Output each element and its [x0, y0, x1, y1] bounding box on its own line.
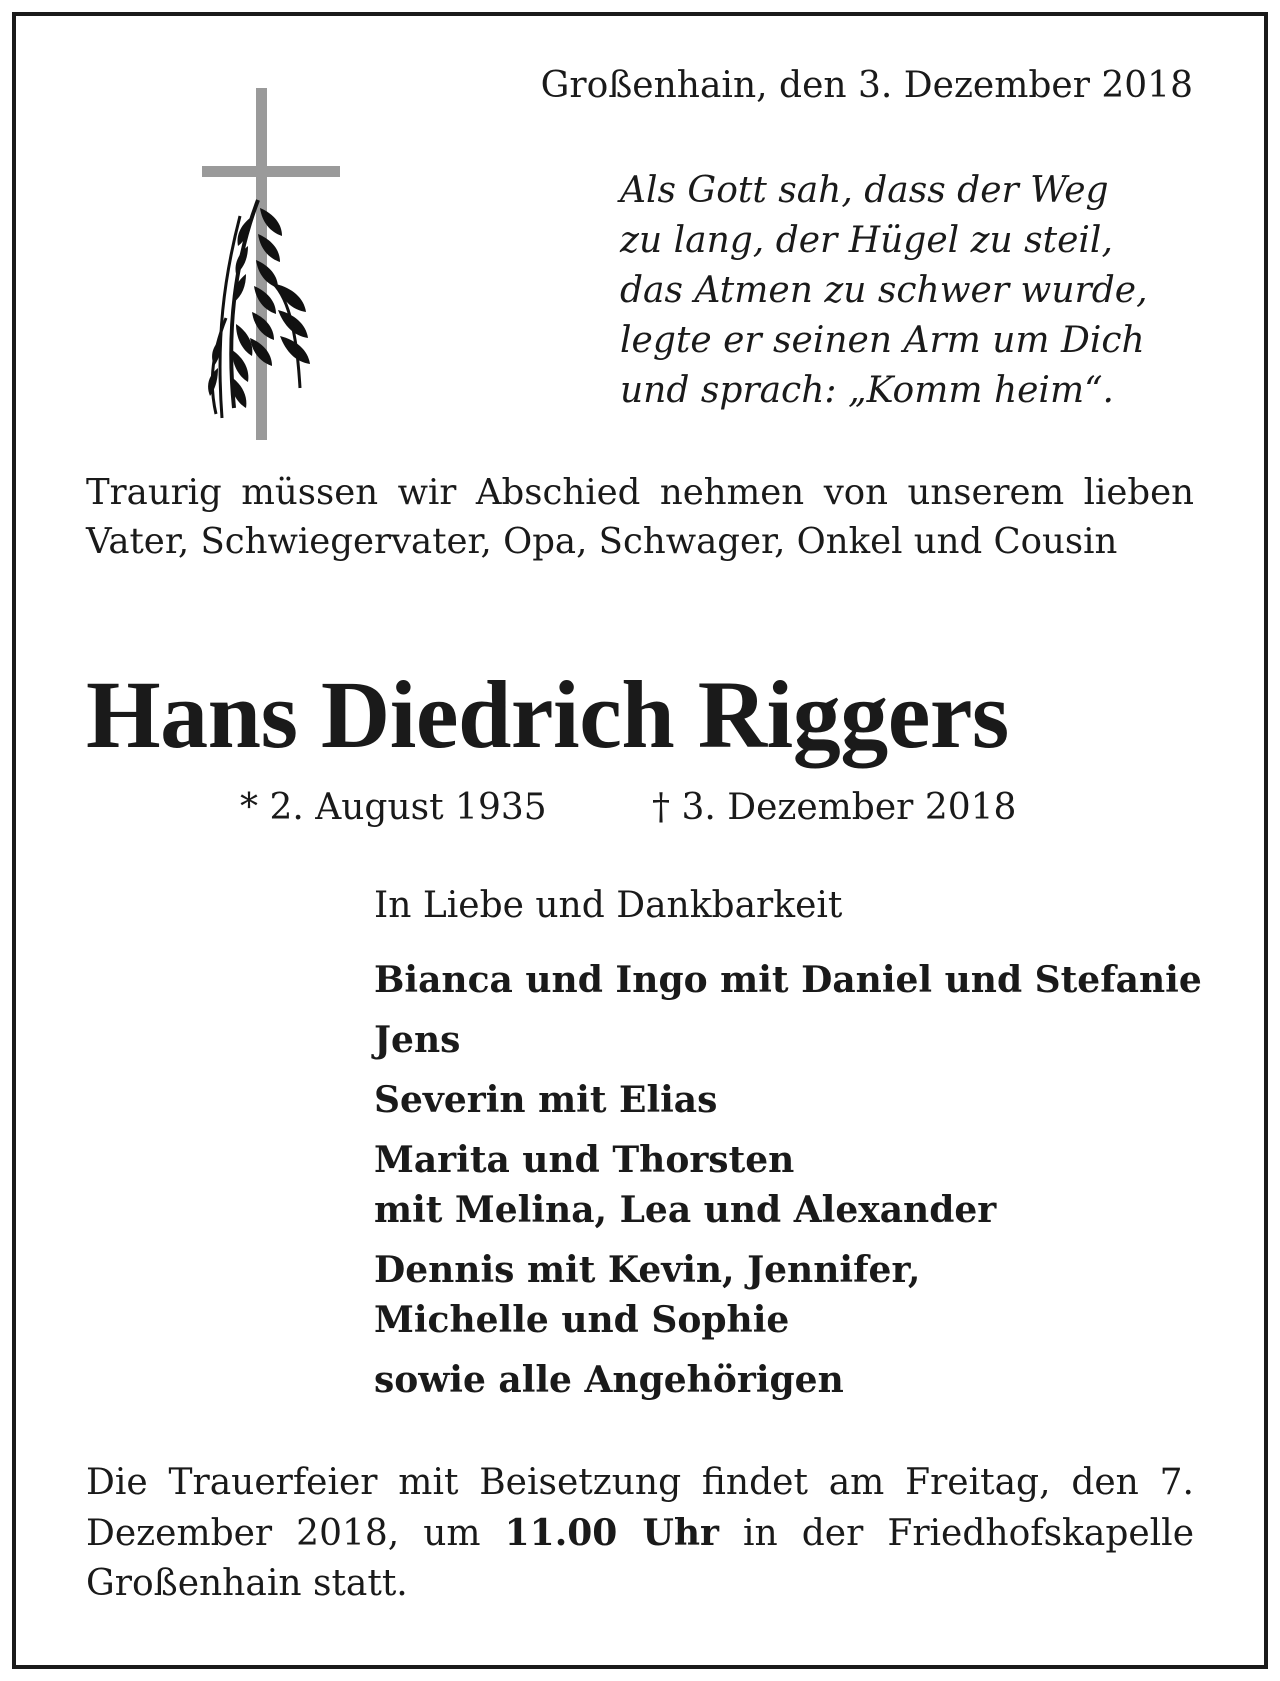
notice-time: 11.00 Uhr: [504, 1512, 719, 1554]
funeral-notice: [86, 1458, 1194, 1609]
poem-line: legte er seinen Arm um Dich: [620, 320, 1145, 361]
mourner-line: Bianca und Ingo mit Daniel und Stefanie: [374, 959, 1202, 1001]
mourners-list: [374, 955, 1202, 1405]
death-date: † 3. Dezember 2018: [652, 787, 1017, 828]
birth-date: * 2. August 1935: [240, 787, 547, 828]
mourner-group: [374, 1245, 1202, 1345]
mourner-line: Marita und Thorsten: [374, 1139, 795, 1181]
poem-line: zu lang, der Hügel zu steil,: [620, 220, 1113, 261]
mourner-group: [374, 1015, 1202, 1065]
dedication: In Liebe und Dankbarkeit: [374, 885, 843, 926]
mourner-line: Jens: [374, 1019, 461, 1061]
mourner-line: mit Melina, Lea und Alexander: [374, 1189, 997, 1231]
mourner-group: [374, 955, 1202, 1005]
place-date: Großenhain, den 3. Dezember 2018: [540, 65, 1193, 106]
mourner-line: Michelle und Sophie: [374, 1299, 790, 1341]
notice-text-before: Die Trauerfeier mit Beisetzung findet am Freitag, den 7. Dezember 2018, um: [86, 1462, 1194, 1554]
poem: [620, 166, 1210, 416]
mourner-group: [374, 1135, 1202, 1235]
mourner-group: [374, 1355, 1202, 1405]
mourner-line: sowie alle Angehörigen: [374, 1359, 844, 1401]
mourner-group: [374, 1075, 1202, 1125]
poem-line: Als Gott sah, dass der Weg: [620, 170, 1109, 211]
intro-text: Traurig müssen wir Abschied nehmen von unserem lieben Vater, Schwiegervater, Opa, Schwager, Onkel und Cousin: [86, 472, 1194, 562]
poem-line: und sprach: „Komm heim“.: [620, 370, 1114, 411]
mourner-line: Severin mit Elias: [374, 1079, 718, 1121]
notice-text-after: in der Friedhofskapelle Großenhain statt.: [86, 1513, 1195, 1604]
cross-with-wheat-icon: [196, 88, 346, 444]
mourner-line: Dennis mit Kevin, Jennifer,: [374, 1249, 921, 1291]
deceased-name: Hans Diedrich Riggers: [86, 661, 1009, 768]
poem-line: das Atmen zu schwer wurde,: [620, 270, 1148, 311]
